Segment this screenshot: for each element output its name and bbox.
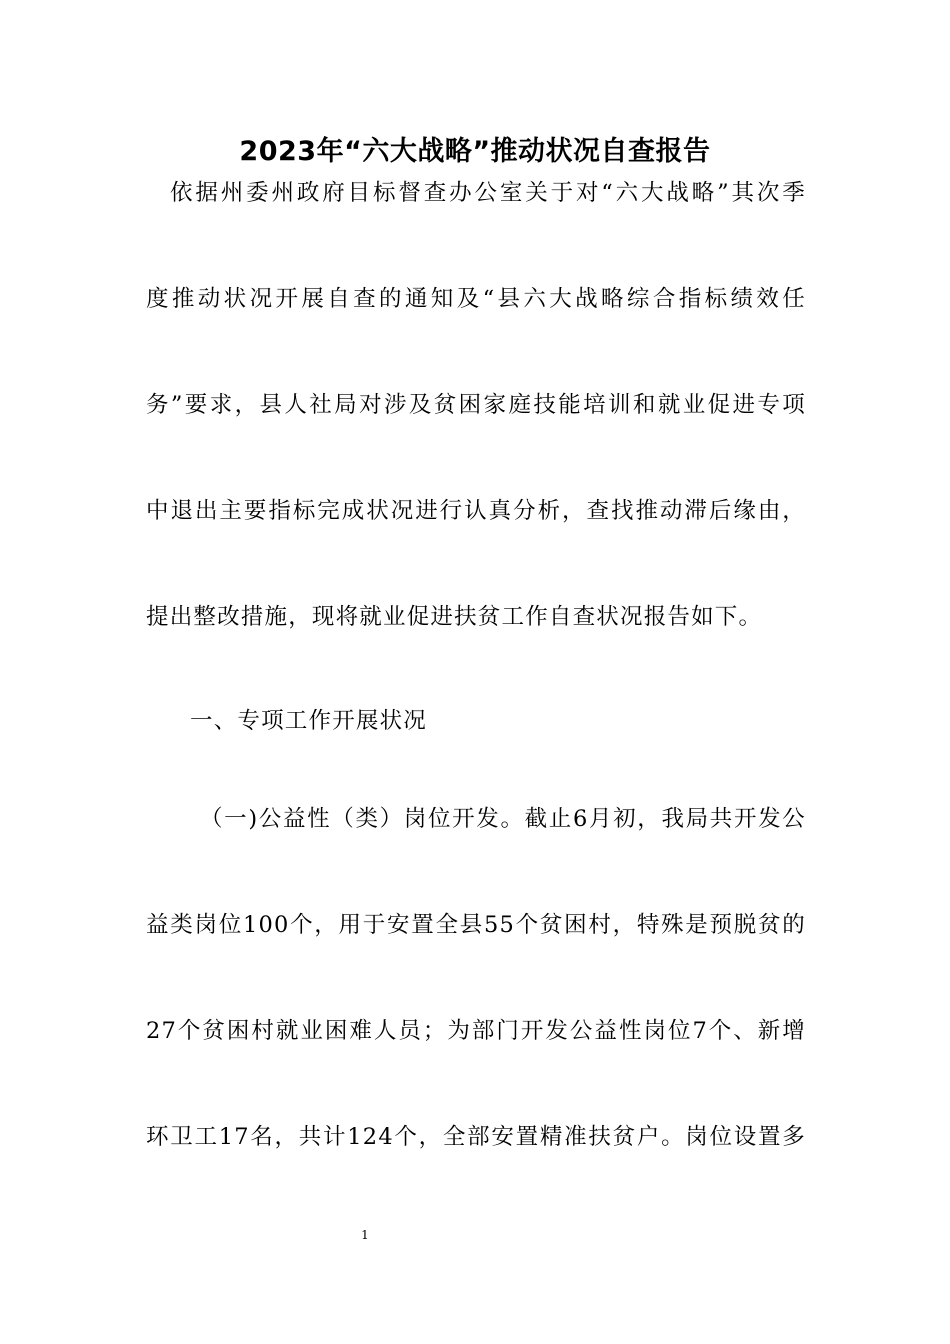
paragraph-line: 中退出主要指标完成状况进行认真分析，查找推动滞后缘由， [146, 498, 806, 524]
paragraph-line: 益类岗位100个，用于安置全县55个贫困村，特殊是预脱贫的 [146, 912, 806, 938]
document-title: 2023年“六大战略”推动状况自查报告 [239, 136, 711, 167]
page-number: 1 [361, 1228, 369, 1242]
paragraph-line: 依据州委州政府目标督查办公室关于对“六大战略”其次季 [170, 180, 806, 206]
paragraph-line: 度推动状况开展自查的通知及“县六大战略综合指标绩效任 [146, 286, 806, 312]
paragraph-line: （一)公益性（类）岗位开发。截止6月初，我局共开发公 [200, 806, 806, 832]
paragraph-line: 环卫工17名，共计124个，全部安置精准扶贫户。岗位设置多 [146, 1124, 806, 1150]
paragraph-line: 务”要求，县人社局对涉及贫困家庭技能培训和就业促进专项 [146, 392, 806, 418]
section-heading: 一、专项工作开展状况 [190, 708, 428, 734]
paragraph-line: 提出整改措施，现将就业促进扶贫工作自查状况报告如下。 [146, 604, 763, 630]
paragraph-line: 27个贫困村就业困难人员；为部门开发公益性岗位7个、新增 [146, 1018, 806, 1044]
